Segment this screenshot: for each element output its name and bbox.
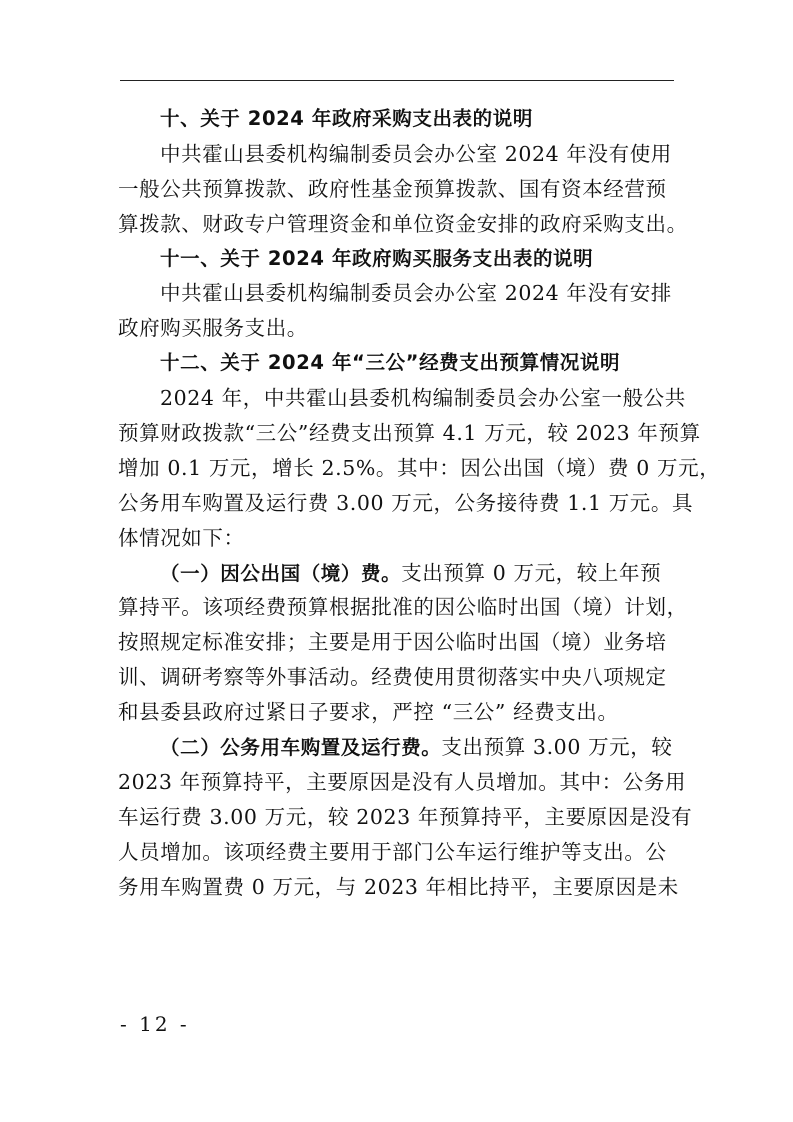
paragraph-line: 预算财政拨款“三公”经费支出预算 4.1 万元，较 2023 年预算 xyxy=(118,421,701,446)
paragraph-line: 算持平。该项经费预算根据批准的因公临时出国（境）计划， xyxy=(118,595,688,620)
paragraph-line: 按照规定标准安排；主要是用于因公临时出国（境）业务培 xyxy=(118,630,667,655)
document-body xyxy=(118,102,721,904)
subsection-text: 支出预算 3.00 万元，较 xyxy=(441,735,673,760)
section-heading: 十一、关于 2024 年政府购买服务支出表的说明 xyxy=(160,246,594,270)
header-rule xyxy=(120,80,674,81)
paragraph-line: 一般公共预算拨款、政府性基金预算拨款、国有资本经营预 xyxy=(118,176,667,201)
subsection-first-line xyxy=(118,556,678,591)
paragraph-line: 2024 年，中共霍山县委机构编制委员会办公室一般公共 xyxy=(160,386,686,411)
subsection-title: （二）公务用车购置及运行费。 xyxy=(160,736,442,760)
paragraph-line: 训、调研考察等外事活动。经费使用贯彻落实中央八项规定 xyxy=(118,665,667,690)
section-heading: 十二、关于 2024 年“三公”经费支出预算情况说明 xyxy=(160,351,621,375)
paragraph-line: 中共霍山县委机构编制委员会办公室 2024 年没有使用 xyxy=(160,141,672,166)
paragraph-line: 体情况如下： xyxy=(118,525,245,550)
subsection-first-line xyxy=(118,730,678,765)
section-heading: 十、关于 2024 年政府采购支出表的说明 xyxy=(160,107,533,130)
paragraph-line: 车运行费 3.00 万元，较 2023 年预算持平，主要原因是没有 xyxy=(118,804,693,829)
paragraph-line: 算拨款、财政专户管理资金和单位资金安排的政府采购支出。 xyxy=(118,211,688,236)
paragraph-line: 和县委县政府过紧日子要求，严控 “三公” 经费支出。 xyxy=(118,700,619,725)
paragraph-line: 公务用车购置及运行费 3.00 万元，公务接待费 1.1 万元。具 xyxy=(118,490,694,515)
paragraph-line: 增加 0.1 万元，增长 2.5%。其中：因公出国（境）费 0 万元， xyxy=(118,455,721,480)
subsection-title: （一）因公出国（境）费。 xyxy=(160,561,402,585)
paragraph-line: 务用车购置费 0 万元，与 2023 年相比持平，主要原因是未 xyxy=(118,874,679,899)
subsection-text: 支出预算 0 万元，较上年预 xyxy=(401,560,662,585)
paragraph-line: 政府购买服务支出。 xyxy=(118,316,308,341)
page-number: - 12 - xyxy=(120,1012,190,1036)
paragraph-line: 2023 年预算持平，主要原因是没有人员增加。其中：公务用 xyxy=(118,769,687,794)
paragraph-line: 中共霍山县委机构编制委员会办公室 2024 年没有安排 xyxy=(160,281,672,306)
paragraph-line: 人员增加。该项经费主要用于部门公车运行维护等支出。公 xyxy=(118,839,667,864)
